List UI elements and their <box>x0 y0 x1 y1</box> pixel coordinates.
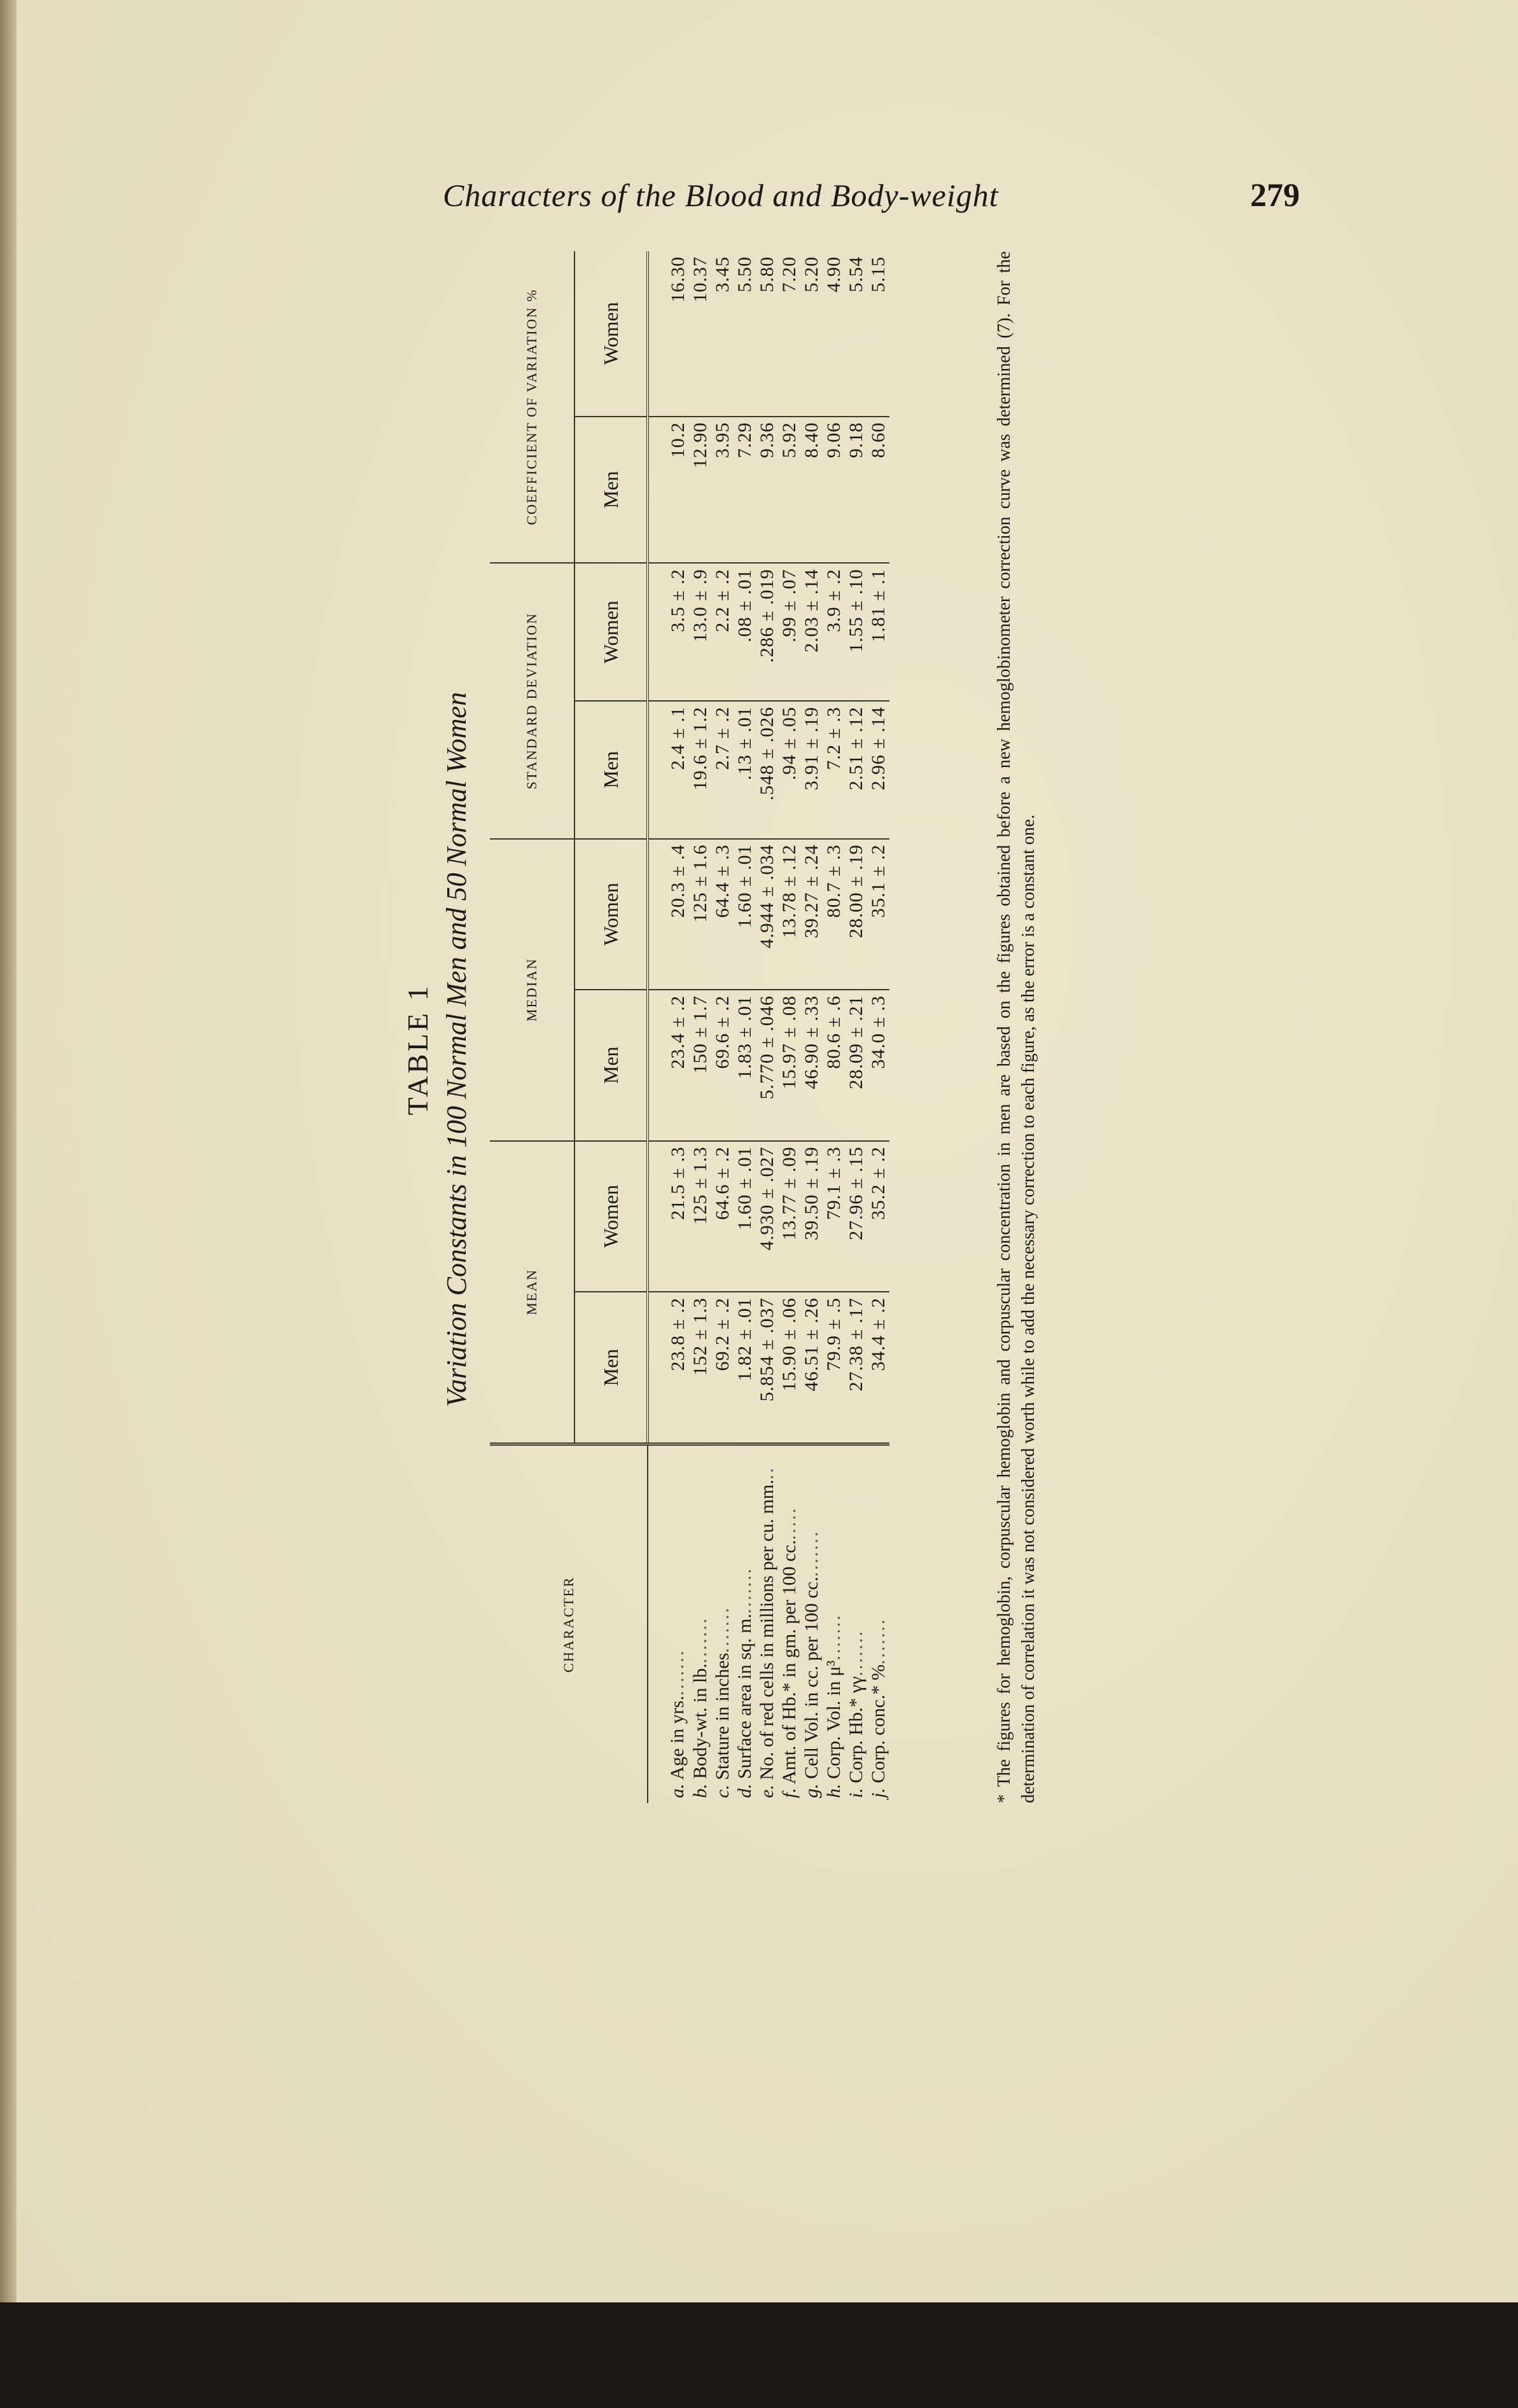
scan-background <box>0 2302 1518 2408</box>
book-edge <box>0 0 17 2302</box>
cell-median-men: 23.4 ± .2 <box>648 990 689 1141</box>
row-label: h. Corp. Vol. in μ³....... <box>823 1613 844 1798</box>
cell-cv-women: 5.80 <box>756 251 778 417</box>
cell-median-men: 46.90 ± .33 <box>800 990 823 1141</box>
cell-median-men: 28.09 ± .21 <box>845 990 867 1141</box>
cell-mean-women: 1.60 ± .01 <box>734 1141 756 1292</box>
cell-sd-men: 7.2 ± .3 <box>823 701 845 839</box>
cell-sd-men: 2.51 ± .12 <box>845 701 867 839</box>
row-name: Corp. conc.* % <box>867 1664 889 1783</box>
cell-cv-men: 7.29 <box>734 417 756 564</box>
row-name: No. of red cells in millions per cu. mm. <box>756 1479 777 1780</box>
cell-cv-women: 5.50 <box>734 251 756 417</box>
cell-cv-men: 8.40 <box>800 417 823 564</box>
cell-cv-men: 10.2 <box>648 417 689 564</box>
row-letter: h. <box>823 1783 844 1798</box>
subheader-men: Men <box>574 701 648 839</box>
cell-sd-women: 3.9 ± .2 <box>823 563 845 701</box>
row-letter: f. <box>778 1788 800 1798</box>
table-caption: Variation Constants in 100 Normal Men and 50 Normal Women <box>441 691 472 1408</box>
page-number: 279 <box>1250 177 1300 214</box>
row-name: Cell Vol. in cc. per 100 cc. <box>800 1577 822 1779</box>
cell-mean-women: 13.77 ± .09 <box>778 1141 800 1292</box>
cell-mean-women: 21.5 ± .3 <box>648 1141 689 1292</box>
row-letter: a. <box>667 1783 688 1798</box>
cell-sd-women: 1.55 ± .10 <box>845 563 867 701</box>
cell-sd-women: 3.5 ± .2 <box>648 563 689 701</box>
cell-median-men: 15.97 ± .08 <box>778 990 800 1141</box>
cell-sd-women: 13.0 ± .9 <box>689 563 711 701</box>
row-label: d. Surface area in sq. m........ <box>734 1567 755 1798</box>
row-letter: c. <box>711 1785 733 1798</box>
cell-sd-men: 2.96 ± .14 <box>867 701 889 839</box>
row-name: Surface area in sq. m. <box>734 1614 755 1779</box>
row-name: Corp. Hb.* γγ <box>845 1676 867 1783</box>
row-label: f. Amt. of Hb.* in gm. per 100 cc...... <box>778 1506 800 1798</box>
cell-mean-men: 15.90 ± .06 <box>778 1292 800 1444</box>
cell-cv-women: 5.54 <box>845 251 867 417</box>
cell-cv-women: 4.90 <box>823 251 845 417</box>
cell-cv-women: 5.15 <box>867 251 889 417</box>
row-name: Amt. of Hb.* in gm. per 100 cc. <box>778 1540 800 1785</box>
table-row <box>756 251 778 1803</box>
cell-sd-men: 19.6 ± 1.2 <box>689 701 711 839</box>
cell-mean-men: 46.51 ± .26 <box>800 1292 823 1444</box>
cell-mean-men: 152 ± 1.3 <box>689 1292 711 1444</box>
table-row <box>689 251 711 1803</box>
cell-median-women: 20.3 ± .4 <box>648 839 689 990</box>
cell-mean-men: 34.4 ± .2 <box>867 1292 889 1444</box>
row-letter: e. <box>756 1785 777 1798</box>
cell-median-men: 34.0 ± .3 <box>867 990 889 1141</box>
row-name: Corp. Vol. in μ³ <box>823 1660 844 1779</box>
cell-sd-men: 3.91 ± .19 <box>800 701 823 839</box>
cell-mean-women: 35.2 ± .2 <box>867 1141 889 1292</box>
cell-cv-women: 5.20 <box>800 251 823 417</box>
cell-sd-women: .286 ± .019 <box>756 563 778 701</box>
cell-cv-men: 12.90 <box>689 417 711 564</box>
cell-sd-women: .99 ± .07 <box>778 563 800 701</box>
row-letter: g. <box>800 1783 822 1798</box>
subheader-women: Women <box>574 563 648 701</box>
subheader-women: Women <box>574 251 648 417</box>
running-head: Characters of the Blood and Body-weight <box>443 177 999 213</box>
row-label: a. Age in yrs........ <box>667 1649 688 1798</box>
cell-mean-women: 4.930 ± .027 <box>756 1141 778 1292</box>
header-standard-deviation: STANDARD DEVIATION <box>490 563 574 838</box>
cell-median-men: 80.6 ± .6 <box>823 990 845 1141</box>
row-label: c. Stature in inches....... <box>711 1606 733 1798</box>
table-row <box>845 251 867 1803</box>
subheader-men: Men <box>574 417 648 564</box>
cell-median-men: 5.770 ± .046 <box>756 990 778 1141</box>
cell-mean-women: 27.96 ± .15 <box>845 1141 867 1292</box>
rotated-table-content <box>401 251 1101 1848</box>
row-label: i. Corp. Hb.* γγ....... <box>845 1629 867 1798</box>
row-label: g. Cell Vol. in cc. per 100 cc........ <box>800 1530 822 1798</box>
rotated-table-region <box>401 251 1101 1848</box>
table-row <box>734 251 756 1803</box>
row-letter: j. <box>867 1788 889 1798</box>
row-letter: i. <box>845 1788 867 1798</box>
cell-sd-men: 2.4 ± .1 <box>648 701 689 839</box>
row-name: Stature in inches <box>711 1652 733 1780</box>
cell-sd-women: 2.03 ± .14 <box>800 563 823 701</box>
subheader-men: Men <box>574 990 648 1141</box>
subheader-women: Women <box>574 1141 648 1292</box>
cell-cv-men: 9.36 <box>756 417 778 564</box>
table-row <box>778 251 800 1803</box>
cell-cv-women: 7.20 <box>778 251 800 417</box>
table-row <box>711 251 734 1803</box>
cell-mean-men: 69.2 ± .2 <box>711 1292 734 1444</box>
table-label: TABLE 1 <box>401 983 434 1116</box>
cell-sd-men: 2.7 ± .2 <box>711 701 734 839</box>
cell-mean-men: 5.854 ± .037 <box>756 1292 778 1444</box>
cell-median-women: 64.4 ± .3 <box>711 839 734 990</box>
cell-median-men: 150 ± 1.7 <box>689 990 711 1141</box>
cell-mean-women: 125 ± 1.3 <box>689 1141 711 1292</box>
table-row <box>800 251 823 1803</box>
cell-cv-men: 9.06 <box>823 417 845 564</box>
cell-mean-men: 79.9 ± .5 <box>823 1292 845 1444</box>
cell-median-women: 28.00 ± .19 <box>845 839 867 990</box>
cell-mean-women: 39.50 ± .19 <box>800 1141 823 1292</box>
cell-cv-men: 9.18 <box>845 417 867 564</box>
cell-sd-women: .08 ± .01 <box>734 563 756 701</box>
variation-table <box>490 251 889 1803</box>
row-label: b. Body-wt. in lb........ <box>689 1616 711 1798</box>
cell-cv-men: 8.60 <box>867 417 889 564</box>
cell-median-women: 4.944 ± .034 <box>756 839 778 990</box>
cell-median-women: 125 ± 1.6 <box>689 839 711 990</box>
cell-sd-men: .13 ± .01 <box>734 701 756 839</box>
table-footnote: * The figures for hemoglobin, corpuscular hemoglobin and corpuscular concentration in men are based on the figures obtained before a new hemoglobinometer correction curve was determined (7). For the determination of correlation it was not considered worth while to add the necessary correction to each figure, as the error is a constant one. <box>994 251 1038 1803</box>
cell-mean-men: 27.38 ± .17 <box>845 1292 867 1444</box>
cell-sd-men: .548 ± .026 <box>756 701 778 839</box>
header-median: MEDIAN <box>490 839 574 1141</box>
header-mean: MEAN <box>490 1141 574 1444</box>
cell-median-women: 80.7 ± .3 <box>823 839 845 990</box>
row-label: e. No. of red cells in millions per cu. mm... <box>756 1466 777 1798</box>
cell-median-women: 39.27 ± .24 <box>800 839 823 990</box>
cell-median-men: 1.83 ± .01 <box>734 990 756 1141</box>
row-name: Body-wt. in lb. <box>689 1663 711 1779</box>
cell-mean-women: 79.1 ± .3 <box>823 1141 845 1292</box>
cell-median-women: 13.78 ± .12 <box>778 839 800 990</box>
cell-mean-men: 23.8 ± .2 <box>648 1292 689 1444</box>
header-character: CHARACTER <box>490 1444 648 1804</box>
cell-sd-men: .94 ± .05 <box>778 701 800 839</box>
cell-cv-women: 3.45 <box>711 251 734 417</box>
header-coefficient-of-variation: COEFFICIENT OF VARIATION % <box>490 251 574 563</box>
table-row <box>823 251 845 1803</box>
cell-cv-women: 10.37 <box>689 251 711 417</box>
row-name: Age in yrs. <box>667 1696 688 1780</box>
table-row <box>867 251 889 1803</box>
row-letter: b. <box>689 1783 711 1798</box>
table-row <box>648 251 689 1803</box>
cell-cv-women: 16.30 <box>648 251 689 417</box>
subheader-women: Women <box>574 839 648 990</box>
cell-mean-women: 64.6 ± .2 <box>711 1141 734 1292</box>
cell-median-women: 35.1 ± .2 <box>867 839 889 990</box>
cell-sd-women: 2.2 ± .2 <box>711 563 734 701</box>
cell-median-women: 1.60 ± .01 <box>734 839 756 990</box>
cell-cv-men: 3.95 <box>711 417 734 564</box>
cell-sd-women: 1.81 ± .1 <box>867 563 889 701</box>
row-letter: d. <box>734 1783 755 1798</box>
cell-median-men: 69.6 ± .2 <box>711 990 734 1141</box>
row-label: j. Corp. conc.* %....... <box>867 1617 889 1798</box>
cell-cv-men: 5.92 <box>778 417 800 564</box>
subheader-men: Men <box>574 1292 648 1444</box>
cell-mean-men: 1.82 ± .01 <box>734 1292 756 1444</box>
